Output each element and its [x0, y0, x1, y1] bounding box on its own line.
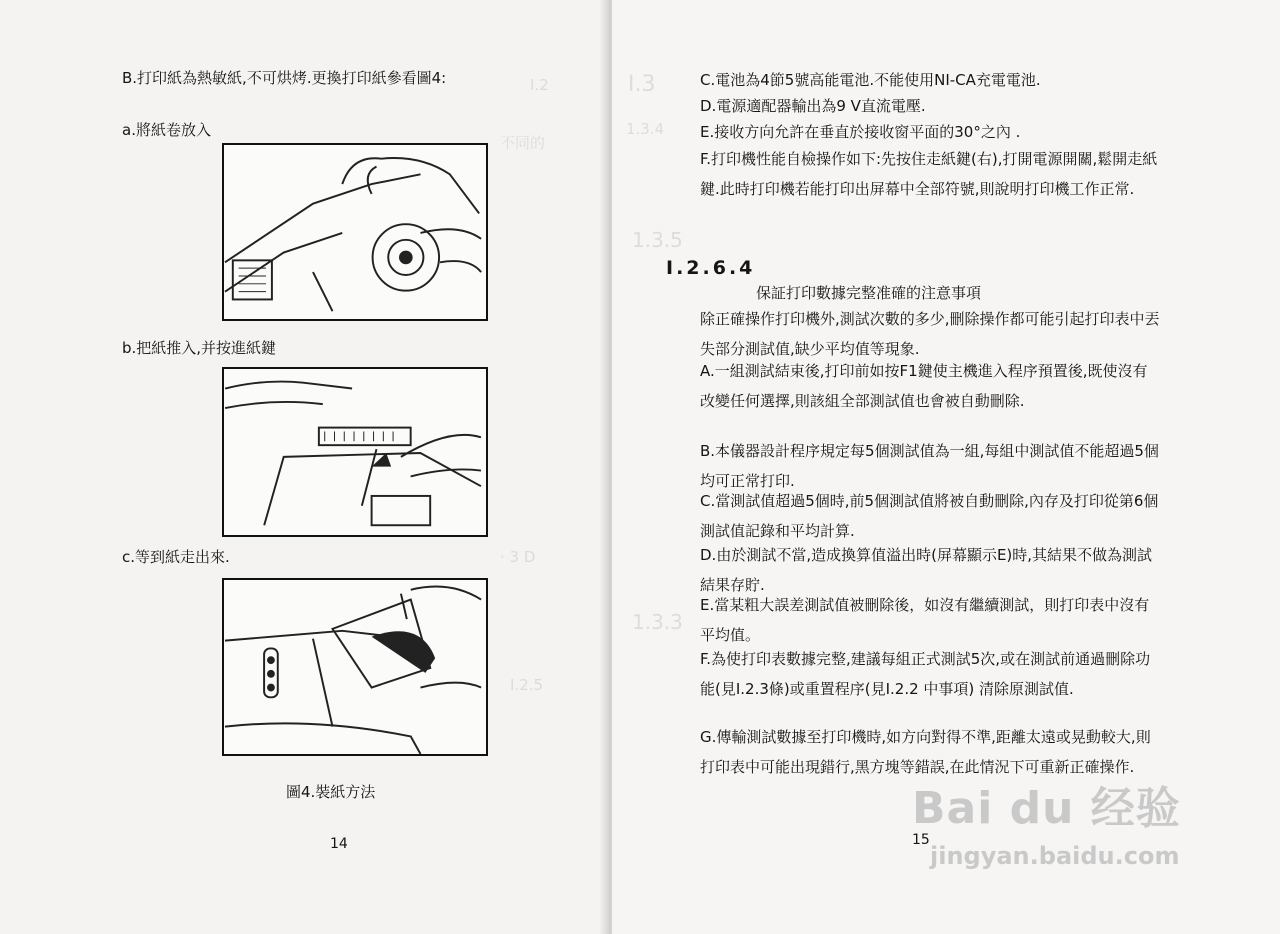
step-b-label: b.把紙推入,并按進紙鍵: [122, 339, 277, 357]
paper-out-illustration: [224, 580, 486, 754]
watermark-logo-text: Bai du 经验: [912, 783, 1181, 834]
paper-heading: B.打印紙為熱敏紙,不可烘烤.更換打印紙參看圖4:: [122, 69, 447, 87]
section-title: 保証打印數據完整准確的注意事項: [756, 284, 982, 302]
precaution-item-c: C.當測試值超過5個時,前5個測試值將被自動刪除,內存及打印從第6個測試值記錄和平均計算.: [700, 492, 1159, 540]
precaution-item-f: F.為使打印表數據完整,建議每組正式測試5次,或在測試前通過刪除功能(見I.2.3條)或重置程序(見I.2.2 中事項) 清除原測試值.: [700, 650, 1151, 698]
figure-caption: 圖4.裝紙方法: [286, 783, 376, 801]
baidu-watermark-logo: [912, 772, 1181, 836]
precaution-item-a: A.一組測試結束後,打印前如按F1鍵使主機進入程序預置後,既使沒有改變任何選擇,則該組全部測試值也會被自動刪除.: [700, 362, 1148, 410]
bleed-through-text: 1.3.5: [632, 228, 683, 252]
section-intro: 除正確操作打印機外,測試次數的多少,刪除操作都可能引起打印表中丟失部分測試值,缺少平均值等現象.: [700, 310, 1160, 358]
note-item-e: E.接收方向允許在垂直於接收窗平面的30°之內 .: [700, 123, 1021, 141]
bleed-through-text: 不同的: [500, 134, 546, 152]
printer-roll-illustration: [224, 145, 486, 319]
bleed-through-text: 1.3.4: [626, 120, 665, 138]
precaution-item-d: D.由於測試不當,造成換算值溢出時(屏幕顯示E)時,其結果不做為測試結果存貯.: [700, 546, 1153, 594]
left-page: [0, 0, 608, 934]
precaution-item-b: B.本儀器設計程序規定每5個測試值為一組,每組中測試值不能超過5個均可正常打印.: [700, 442, 1159, 490]
note-item-c: C.電池為4節5號高能電池.不能使用NI-CA充電電池.: [700, 71, 1041, 89]
section-number: I.2.6.4: [666, 257, 756, 279]
page-number-left: 14: [330, 836, 348, 852]
precaution-item-g: G.傳輸測試數據至打印機時,如方向對得不準,距離太遠或晃動較大,則打印表中可能出現錯行,黑方塊等錯誤,在此情況下可重新正確操作.: [700, 728, 1151, 776]
page-number-right: 15: [912, 832, 930, 848]
figure-insert-roll: [222, 143, 488, 321]
figure-push-paper: [222, 367, 488, 537]
bleed-through-text: · 3 D: [500, 548, 536, 566]
step-c-label: c.等到紙走出來.: [122, 548, 230, 566]
step-a-label: a.將紙卷放入: [122, 121, 211, 139]
bleed-through-text: I.3: [628, 72, 656, 97]
figure-paper-out: [222, 578, 488, 756]
note-item-d: D.電源適配器輸出為9 V直流電壓.: [700, 97, 926, 115]
bleed-through-text: I.2: [530, 76, 549, 94]
precaution-item-e: E.當某粗大誤差測試值被刪除後，如沒有繼續測試，則打印表中沒有平均值。: [700, 596, 1150, 644]
note-item-f: F.打印機性能自檢操作如下:先按住走紙鍵(右),打開電源開關,鬆開走紙鍵.此時打印機若能打印出屏幕中全部符號,則說明打印機工作正常.: [700, 150, 1158, 198]
bleed-through-text: 1.3.3: [632, 610, 683, 634]
bleed-through-text: I.2.5: [510, 676, 544, 694]
baidu-watermark-url: jingyan.baidu.com: [930, 842, 1180, 870]
push-paper-illustration: [224, 369, 486, 535]
